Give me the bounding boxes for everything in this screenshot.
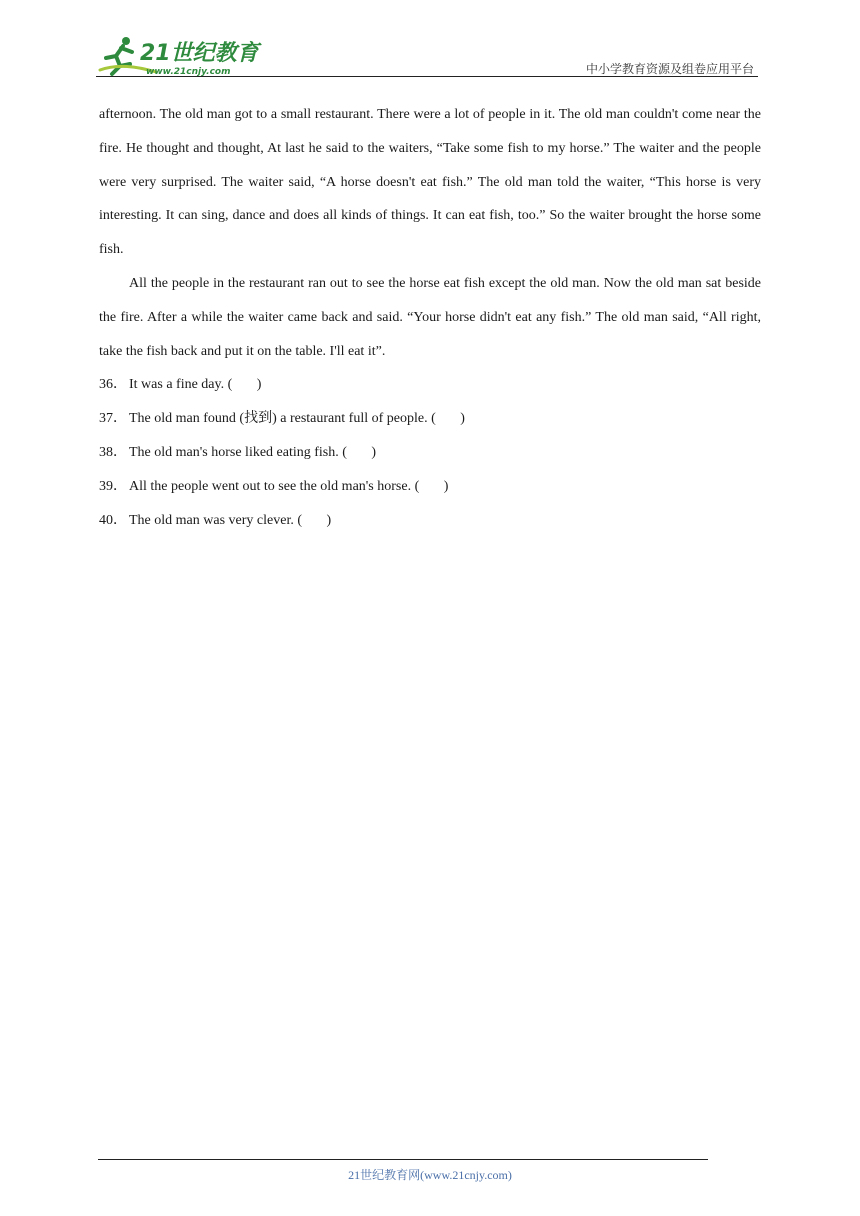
answer-blank[interactable]: ) [435, 411, 465, 427]
runner-logo-icon [96, 34, 266, 78]
header-divider [96, 76, 758, 77]
question-40: 40． The old man was very clever. ( ) [99, 512, 332, 528]
logo-text: 21世纪教育 [140, 41, 259, 66]
question-39: 39． All the people went out to see the old man's horse. ( ) [99, 478, 449, 494]
logo-url: www.21cnjy.com [146, 67, 231, 77]
answer-blank[interactable]: ) [346, 444, 377, 460]
question-37: 37． The old man found (找到) a restaurant full of people. ( ) [99, 411, 465, 427]
page-header [96, 34, 758, 80]
question-36: 36． It was a fine day. ( ) [99, 377, 262, 393]
question-list [99, 368, 761, 537]
footer-link[interactable]: 21世纪教育网(www.21cnjy.com) [348, 1168, 512, 1182]
passage [99, 98, 761, 537]
answer-blank[interactable]: ) [232, 377, 262, 393]
answer-blank[interactable]: ) [419, 478, 449, 494]
platform-title: 中小学教育资源及组卷应用平台 [585, 62, 754, 76]
question-38: 38． The old man's horse liked eating fish. ( ) [99, 444, 377, 460]
paragraph-2: All the people in the restaurant ran out to see the horse eat fish except the old man. Now the old man sat beside the fire. After a while the waiter came back and said. “Your horse didn't eat any fish.” The old man said, “All right, take the fish back and put it on the table. I'll eat it”. [99, 275, 761, 359]
footer-divider [98, 1159, 708, 1160]
paragraph-1: afternoon. The old man got to a small restaurant. There were a lot of people in it. The old man couldn't come near the fire. He thought and thought, At last he said to the waiters, “Take some fish to my horse.” The waiter and the people were very surprised. The waiter said, “A horse doesn't eat fish.” The old man told the waiter, “This horse is very interesting. It can sing, dance and does all kinds of things. It can eat fish, too.” So the waiter brought the horse some fish. [99, 107, 761, 258]
answer-blank[interactable]: ) [302, 512, 332, 528]
logo [96, 34, 266, 78]
